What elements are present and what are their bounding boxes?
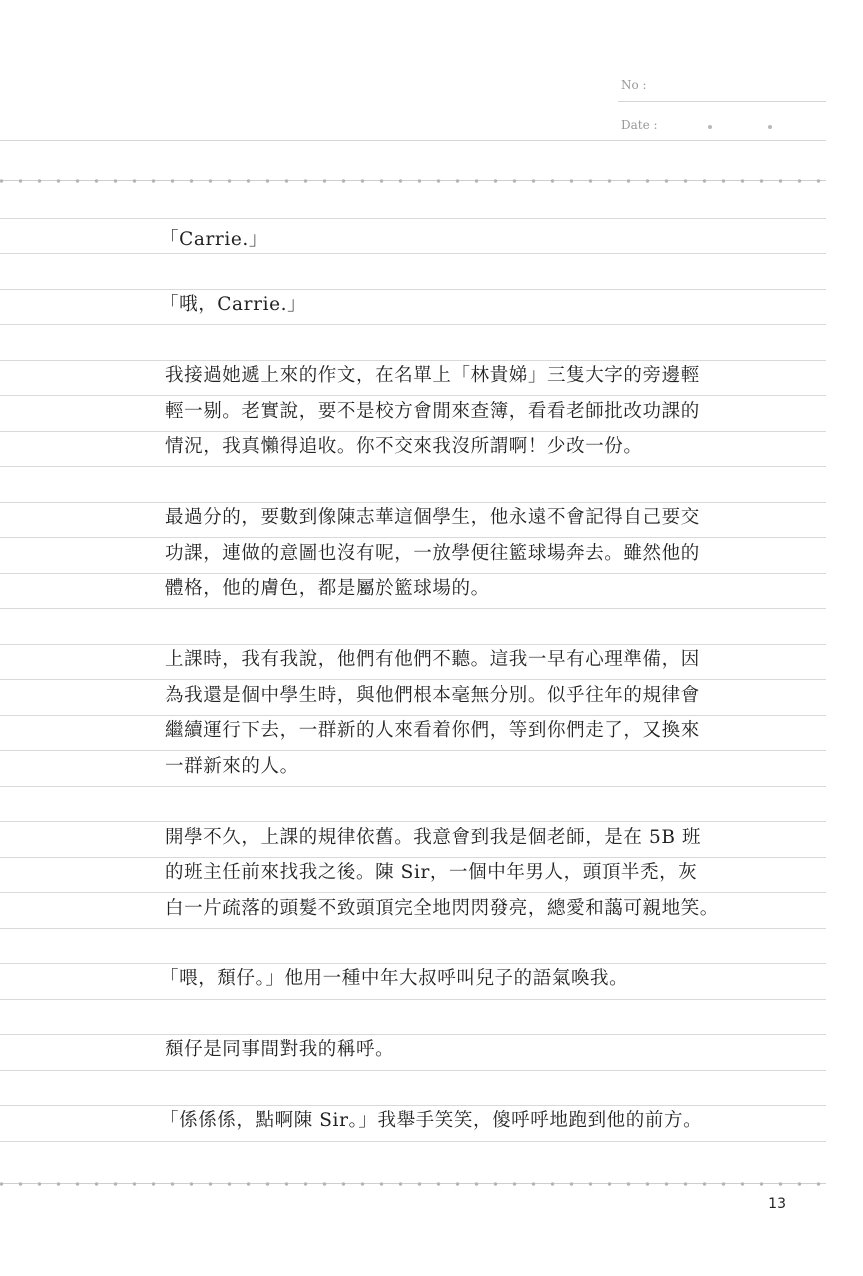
dialogue-line: 「哦，Carrie.」: [160, 294, 307, 315]
ruled-line: [0, 1105, 826, 1106]
ruled-line: [0, 573, 826, 574]
page-number: 13: [768, 1196, 786, 1212]
ruled-line: [0, 395, 826, 396]
ruled-line: [0, 253, 826, 254]
dialogue-line: 「Carrie.」: [160, 229, 269, 250]
dialogue-line: 「係係係，點啊陳 Sir。」我舉手笑笑，傻呼呼地跑到他的前方。: [160, 1110, 703, 1131]
no-label: No :: [621, 78, 647, 92]
paragraph-line: 頹仔是同事間對我的稱呼。: [165, 1039, 395, 1060]
ruled-line: [0, 679, 826, 680]
paragraph-line: 輕一剔。老實說，要不是校方會閒來查簿，看看老師批改功課的: [165, 401, 700, 422]
ruled-line: [0, 750, 826, 751]
paragraph-line: 繼續運行下去，一群新的人來看着你們，等到你們走了，又換來: [165, 720, 700, 741]
top-dotted-rule: [0, 180, 826, 185]
ruled-line: [0, 928, 826, 929]
paragraph-line: 體格，他的膚色，都是屬於籃球場的。: [165, 578, 490, 599]
dialogue-line: 「喂，頹仔。」他用一種中年大叔呼叫兒子的語氣喚我。: [160, 968, 629, 989]
paragraph-line: 上課時，我有我說，他們有他們不聽。這我一早有心理準備，因: [165, 649, 700, 670]
paragraph-line: 的班主任前來找我之後。陳 Sir，一個中年男人，頭頂半禿，灰: [165, 862, 698, 883]
date-separator-dot: [708, 125, 712, 129]
ruled-line: [0, 963, 826, 964]
ruled-line: [0, 466, 826, 467]
paragraph-line: 我接過她遞上來的作文，在名單上「林貴娣」三隻大字的旁邊輕: [165, 365, 700, 386]
ruled-line: [0, 324, 826, 325]
ruled-line: [0, 289, 826, 290]
ruled-line: [0, 1141, 826, 1142]
ruled-line: [0, 892, 826, 893]
no-underline: [618, 101, 826, 102]
header-rule: [0, 140, 826, 141]
paragraph-line: 最過分的，要數到像陳志華這個學生，他永遠不會記得自己要交: [165, 507, 700, 528]
ruled-line: [0, 786, 826, 787]
ruled-line: [0, 218, 826, 219]
paragraph-line: 白一片疏落的頭髮不致頭頂完全地閃閃發亮，總愛和藹可親地笑。: [165, 898, 719, 919]
ruled-line: [0, 715, 826, 716]
ruled-line: [0, 999, 826, 1000]
ruled-line: [0, 1034, 826, 1035]
ruled-line: [0, 644, 826, 645]
paragraph-line: 一群新來的人。: [165, 756, 299, 777]
ruled-line: [0, 821, 826, 822]
ruled-line: [0, 431, 826, 432]
paragraph-line: 開學不久，上課的規律依舊。我意會到我是個老師，是在 5B 班: [165, 827, 702, 848]
date-label: Date :: [621, 118, 658, 132]
paragraph-line: 為我還是個中學生時，與他們根本毫無分別。似乎往年的規律會: [165, 685, 700, 706]
ruled-line: [0, 360, 826, 361]
bottom-dotted-rule: [0, 1183, 826, 1188]
ruled-line: [0, 1070, 826, 1071]
ruled-line: [0, 857, 826, 858]
paragraph-line: 功課，連做的意圖也沒有呢，一放學便往籃球場奔去。雖然他的: [165, 543, 700, 564]
date-separator-dot: [768, 125, 772, 129]
ruled-line: [0, 537, 826, 538]
ruled-line: [0, 608, 826, 609]
ruled-line: [0, 502, 826, 503]
paragraph-line: 情況，我真懶得追收。你不交來我沒所謂啊！少改一份。: [165, 436, 643, 457]
